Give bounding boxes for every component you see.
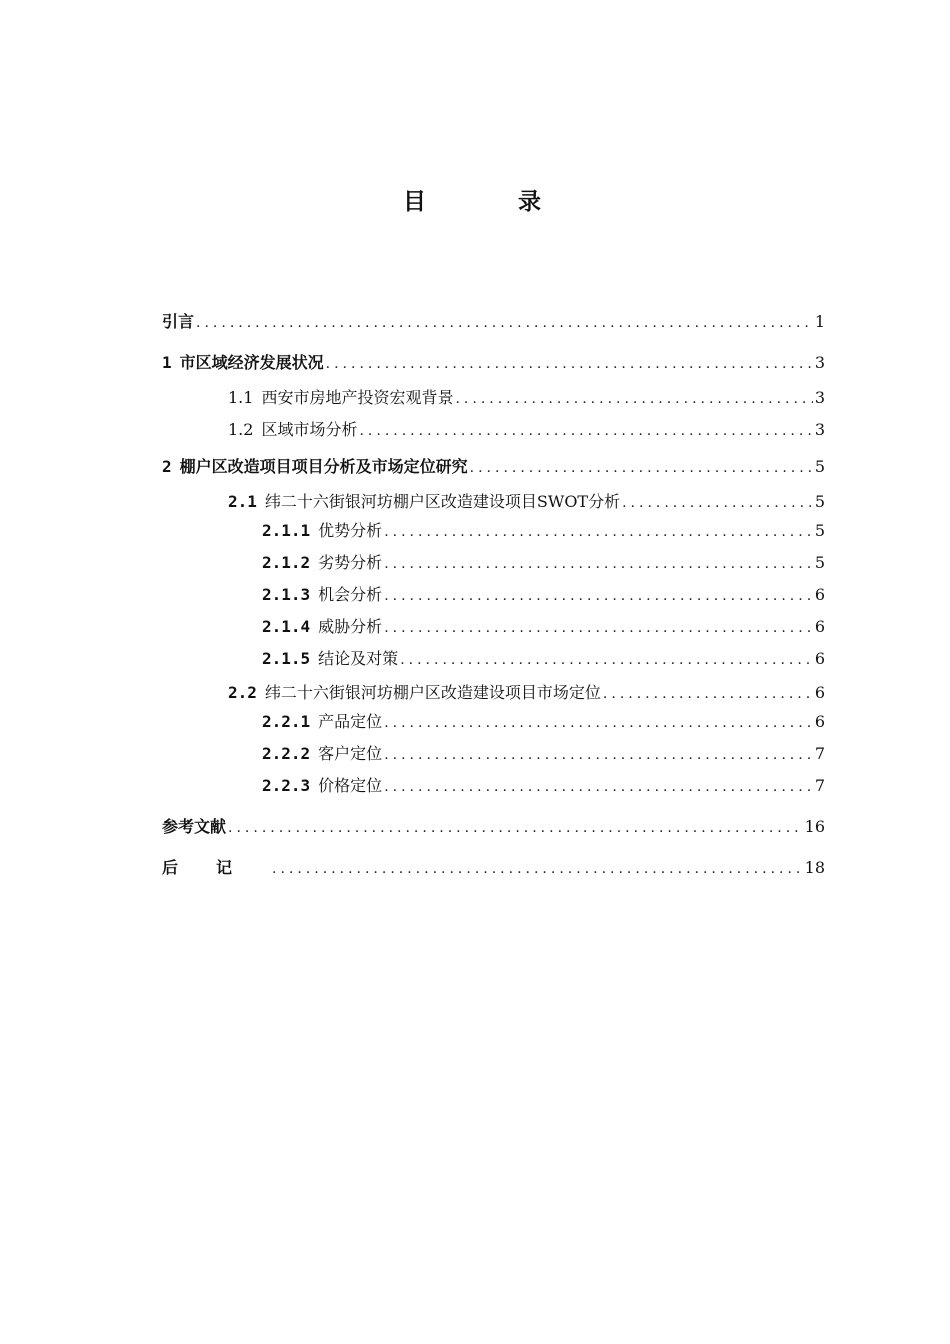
toc-page-number: 6 xyxy=(814,712,825,731)
toc-entry-number: 2.1.2 xyxy=(262,553,311,572)
toc-entry-text: 机会分析 xyxy=(318,585,383,604)
toc-page-number: 1 xyxy=(814,312,825,331)
toc-leader-dots xyxy=(470,457,813,479)
toc-entry-number: 2.1.4 xyxy=(262,617,311,636)
toc-entry-label xyxy=(162,352,324,374)
toc-page-number: 5 xyxy=(814,457,825,476)
toc-leader-dots xyxy=(359,420,812,442)
toc-entry-label xyxy=(262,584,382,606)
toc-entry-label xyxy=(228,419,357,441)
toc-entry-text: 纬二十六街银河坊棚户区改造建设项目市场定位 xyxy=(264,683,601,702)
toc-leader-dots xyxy=(384,776,813,798)
toc-entry-label xyxy=(262,648,398,670)
toc-entry-number: 2.2.3 xyxy=(262,776,311,795)
toc-entry-text: 后记 xyxy=(162,858,271,877)
toc-entry-text: 区域市场分析 xyxy=(261,420,358,439)
toc-entry[interactable] xyxy=(162,352,825,374)
toc-page-number: 3 xyxy=(814,388,825,407)
toc-page-number: 5 xyxy=(814,553,825,572)
toc-leader-dots xyxy=(384,617,813,639)
toc-page-number: 3 xyxy=(814,420,825,439)
toc-entry-number: 2.2.2 xyxy=(262,744,311,763)
toc-leader-dots xyxy=(455,388,812,410)
toc-entry-number: 2.1.5 xyxy=(262,649,311,668)
toc-entry-number: 2.2 xyxy=(228,683,257,702)
toc-page-number: 5 xyxy=(814,521,825,540)
toc-entry-label xyxy=(162,456,468,478)
toc-leader-dots xyxy=(326,353,813,375)
toc-leader-dots xyxy=(400,649,813,671)
toc-entry-label xyxy=(162,311,194,333)
toc-entry[interactable] xyxy=(228,387,825,409)
toc-entry[interactable] xyxy=(262,520,825,542)
toc-entry-label xyxy=(262,775,382,797)
toc-entry-text: 西安市房地产投资宏观背景 xyxy=(261,388,454,407)
toc-entry[interactable] xyxy=(262,743,825,765)
page-title: 目 录 xyxy=(402,189,583,215)
toc-entry-number: 2.1.1 xyxy=(262,521,311,540)
toc-entry-text: 参考文献 xyxy=(162,817,227,836)
toc-leader-dots xyxy=(384,744,813,766)
toc-entry-text: 结论及对策 xyxy=(318,649,399,668)
toc-entry-text: 棚户区改造项目项目分析及市场定位研究 xyxy=(179,457,468,476)
toc-leader-dots xyxy=(384,553,813,575)
toc-entry[interactable] xyxy=(262,648,825,670)
toc-page-number: 5 xyxy=(814,492,825,511)
toc-leader-dots xyxy=(384,712,813,734)
toc-entry-text: 优势分析 xyxy=(318,521,383,540)
toc-entry-label xyxy=(162,857,270,879)
toc-page-number: 6 xyxy=(814,683,825,702)
toc-leader-dots xyxy=(622,492,813,514)
toc-entry-label xyxy=(262,552,382,574)
toc-entry[interactable] xyxy=(162,456,825,478)
toc-entry-text: 引言 xyxy=(162,312,195,331)
toc-entry-number: 2 xyxy=(162,457,172,476)
toc-entry-label xyxy=(228,491,620,513)
toc-page-number: 18 xyxy=(804,858,825,877)
toc-entry-label xyxy=(228,387,453,409)
toc-entry[interactable] xyxy=(262,616,825,638)
toc-leader-dots xyxy=(196,312,813,334)
toc-leader-dots xyxy=(384,521,813,543)
toc-leader-dots xyxy=(228,817,803,839)
toc-entry-label xyxy=(228,682,601,704)
toc-entry-number: 1 xyxy=(162,353,172,372)
toc-entry-text: 劣势分析 xyxy=(318,553,383,572)
toc-entry-text: 威胁分析 xyxy=(318,617,383,636)
toc-page-number: 6 xyxy=(814,617,825,636)
toc-entry-label xyxy=(262,520,382,542)
toc-page-number: 7 xyxy=(814,776,825,795)
toc-entry-number: 2.1 xyxy=(228,492,257,511)
toc-leader-dots xyxy=(384,585,813,607)
toc-entry-label xyxy=(262,616,382,638)
toc-page-number: 16 xyxy=(804,817,825,836)
toc-entry-number: 1.1 xyxy=(228,388,254,407)
toc-entry[interactable] xyxy=(262,775,825,797)
toc-entry-text: 价格定位 xyxy=(318,776,383,795)
toc-entry-number: 2.2.1 xyxy=(262,712,311,731)
toc-entry[interactable] xyxy=(228,419,825,441)
toc-page-number: 7 xyxy=(814,744,825,763)
toc-leader-dots xyxy=(603,683,813,705)
toc-entry[interactable] xyxy=(162,816,825,838)
toc-entry[interactable] xyxy=(262,711,825,733)
toc-entry[interactable] xyxy=(162,311,825,333)
toc-entry[interactable] xyxy=(262,584,825,606)
toc-leader-dots xyxy=(272,858,803,880)
toc-entry[interactable] xyxy=(162,857,825,879)
toc-entry-label xyxy=(162,816,226,838)
toc-entry-label xyxy=(262,743,382,765)
toc-page-number: 3 xyxy=(814,353,825,372)
toc-entry-text: 客户定位 xyxy=(318,744,383,763)
toc-entry-text: 产品定位 xyxy=(318,712,383,731)
toc-entry[interactable] xyxy=(262,552,825,574)
toc-entry[interactable] xyxy=(228,682,825,704)
toc-page-number: 6 xyxy=(814,649,825,668)
toc-entry-number: 2.1.3 xyxy=(262,585,311,604)
toc-page-number: 6 xyxy=(814,585,825,604)
toc-entry-label xyxy=(262,711,382,733)
toc-entry-number: 1.2 xyxy=(228,420,254,439)
toc-entry-text: 市区域经济发展状况 xyxy=(179,353,324,372)
toc-entry[interactable] xyxy=(228,491,825,513)
toc-entry-text: 纬二十六街银河坊棚户区改造建设项目SWOT分析 xyxy=(264,492,621,511)
